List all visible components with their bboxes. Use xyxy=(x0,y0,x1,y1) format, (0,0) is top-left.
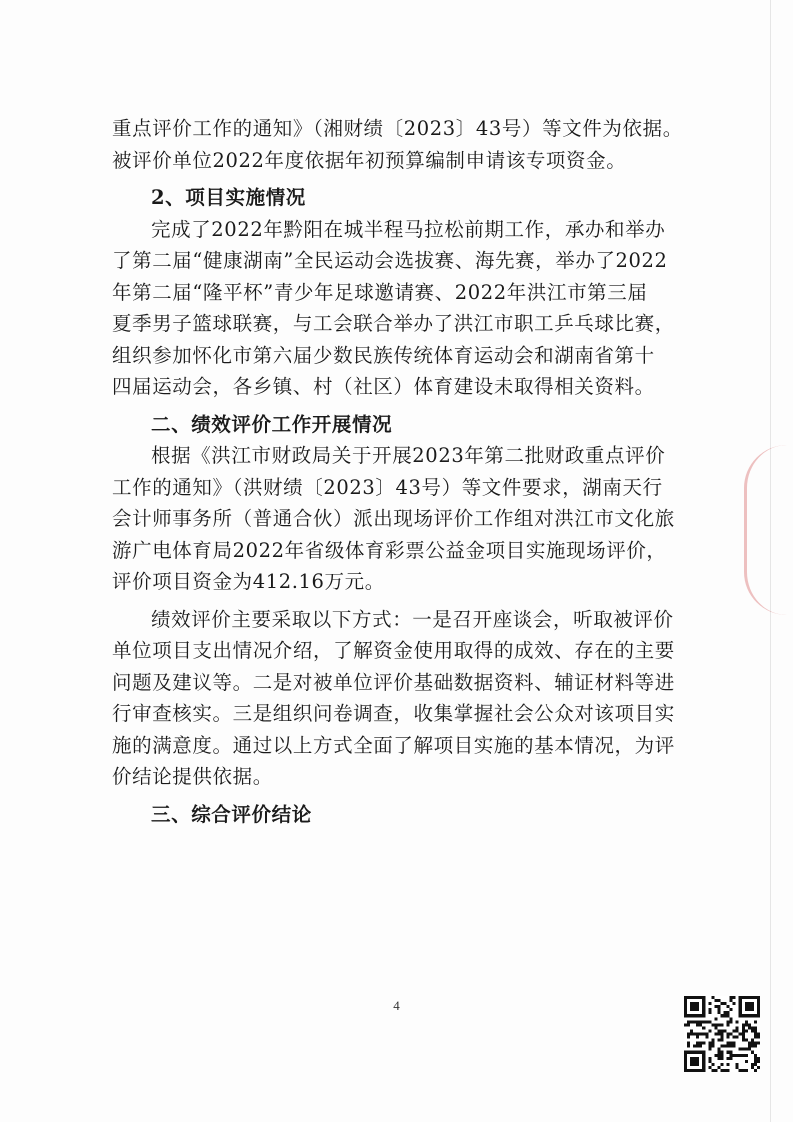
paragraph-line: 施的满意度。通过以上方式全面了解项目实施的基本情况，为评 xyxy=(112,733,675,757)
paragraph-line: 问题及建议等。二是对被单位评价基础数据资料、辅证材料等进 xyxy=(112,670,675,694)
paragraph-line: 游广电体育局2022年省级体育彩票公益金项目实施现场评价， xyxy=(112,538,667,562)
paragraph-line: 会计师事务所（普通合伙）派出现场评价工作组对洪江市文化旅 xyxy=(112,507,675,530)
paragraph-line: 根据《洪江市财政局关于开展2023年第二批财政重点评价 xyxy=(151,444,666,467)
paragraph-line: 夏季男子篮球联赛，与工会联合举办了洪江市职工乒乓球比赛， xyxy=(112,312,675,335)
paragraph-line: 四届运动会，各乡镇、村（社区）体育建设未取得相关资料。 xyxy=(112,375,655,398)
paragraph-line: 被评价单位2022年度依据年初预算编制申请该专项资金。 xyxy=(112,148,627,172)
paragraph-line: 组织参加怀化市第六届少数民族传统体育运动会和湖南省第十 xyxy=(112,343,655,367)
paragraph-line: 行审查核实。三是组织问卷调查，收集掌握社会公众对该项目实 xyxy=(112,702,675,725)
paragraph-line: 工作的通知》（洪财绩〔2023〕43号）等文件要求，湖南天行 xyxy=(112,475,663,499)
paragraph-line: 完成了2022年黔阳在城半程马拉松前期工作，承办和举办 xyxy=(151,217,666,241)
section-heading: 二、绩效评价工作开展情况 xyxy=(151,412,393,436)
section-heading: 2、项目实施情况 xyxy=(151,186,306,209)
page-number: 4 xyxy=(393,998,400,1013)
paragraph-line: 了第二届“健康湖南”全民运动会选拔赛、海先赛，举办了2022 xyxy=(112,249,668,272)
document-body xyxy=(112,113,692,830)
paragraph-line: 年第二届“隆平杯”青少年足球邀请赛、2022年洪江市第三届 xyxy=(112,280,648,304)
paragraph-line: 重点评价工作的通知》（湘财绩〔2023〕43号）等文件为依据。 xyxy=(112,117,683,140)
paragraph-line: 价结论提供依据。 xyxy=(112,765,273,788)
section-heading: 三、综合评价结论 xyxy=(151,802,312,826)
paragraph-line: 单位项目支出情况介绍，了解资金使用取得的成效、存在的主要 xyxy=(112,639,675,662)
paragraph-line: 评价项目资金为412.16万元。 xyxy=(112,570,385,593)
qr-code-icon xyxy=(684,996,760,1072)
seal-stamp-fragment xyxy=(744,445,787,615)
paragraph-line: 绩效评价主要采取以下方式：一是召开座谈会，听取被评价 xyxy=(151,607,674,631)
